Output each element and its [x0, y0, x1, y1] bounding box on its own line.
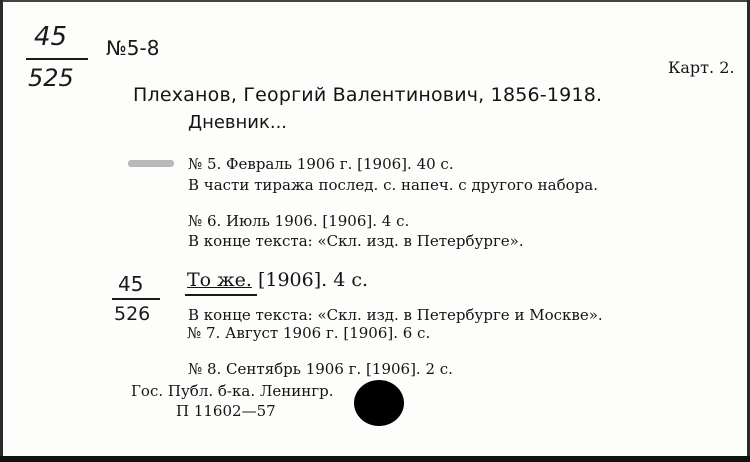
- entry-line: № 6. Июль 1906. [1906]. 4 с.: [188, 212, 410, 230]
- work-title: Дневник...: [188, 112, 288, 133]
- entry-line: № 8. Сентябрь 1906 г. [1906]. 2 с.: [188, 360, 453, 378]
- second-call-number-rule: [112, 298, 160, 300]
- same-label: То же.: [187, 269, 252, 291]
- card-number: Карт. 2.: [668, 58, 735, 77]
- entry-line: № 5. Февраль 1906 г. [1906]. 40 с.: [188, 155, 454, 173]
- entry-line: В конце текста: «Скл. изд. в Петербурге».: [188, 232, 524, 250]
- ink-smudge: [128, 160, 174, 167]
- entry-line: № 7. Август 1906 г. [1906]. 6 с.: [187, 324, 431, 342]
- author-heading: Плеханов, Георгий Валентинович, 1856-1918.: [133, 84, 603, 106]
- card-top-edge: [0, 0, 750, 2]
- call-number-top: 45: [34, 22, 68, 52]
- same-underline: [185, 294, 257, 296]
- library-code: П 11602—57: [176, 402, 276, 420]
- card-left-edge: [0, 0, 3, 462]
- handwritten-note: №5-8: [106, 36, 160, 60]
- punch-hole: [354, 380, 404, 426]
- second-call-number-bottom: 526: [114, 303, 151, 325]
- library-name: Гос. Публ. б-ка. Ленингр.: [131, 382, 334, 400]
- call-number-rule: [26, 58, 88, 60]
- same-rest: [1906]. 4 с.: [251, 269, 369, 291]
- call-number-bottom: 525: [28, 64, 74, 92]
- second-call-number-top: 45: [118, 272, 144, 296]
- same-edition-line: [187, 269, 368, 291]
- card-bottom-edge: [0, 456, 750, 462]
- entry-line: В конце текста: «Скл. изд. в Петербурге и Москве».: [188, 306, 603, 324]
- entry-line: В части тиража послед. с. напеч. с другого набора.: [188, 176, 598, 194]
